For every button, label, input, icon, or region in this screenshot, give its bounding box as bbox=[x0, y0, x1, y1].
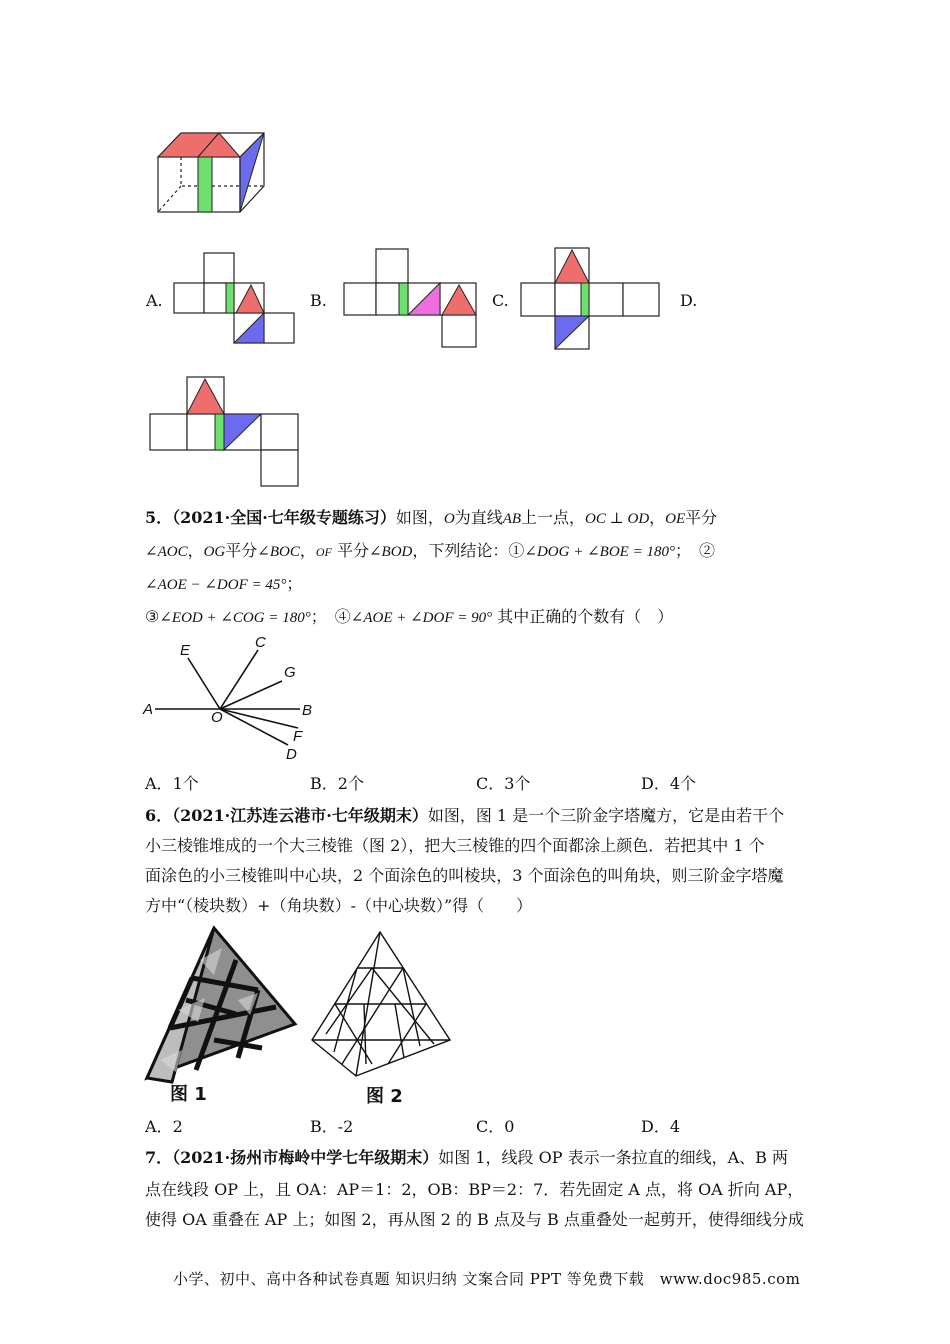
page-footer: 小学、初中、高中各种试卷真题 知识归纳 文案合同 PPT 等免费下载 www.doc985.com bbox=[173, 1270, 801, 1288]
option-label: D． bbox=[641, 1117, 670, 1136]
pyramid-drawing bbox=[312, 932, 450, 1076]
q5-text: ， bbox=[649, 508, 666, 527]
q6-line4: 方中“（棱块数）+（角块数）-（中心块数）”得（ ） bbox=[145, 896, 533, 915]
label-F: F bbox=[293, 728, 303, 745]
q7-line3: 使得 OA 重叠在 AP 上；如图 2，再从图 2 的 B 点及与 B 点重叠处一起剪开，使得细线分成 bbox=[145, 1210, 804, 1229]
q6-source: （2021·江苏连云港市·七年级期末） bbox=[172, 806, 428, 825]
q5-math: ∠AOE − ∠DOF = 45° bbox=[145, 577, 287, 593]
q7-source: （2021·扬州市梅岭中学七年级期末） bbox=[172, 1148, 439, 1167]
q5-text: ； ② bbox=[674, 541, 715, 560]
q5-math: O bbox=[443, 511, 455, 527]
q5-math: OC ⊥ OD bbox=[585, 511, 650, 527]
q6-number: 6． bbox=[145, 806, 173, 825]
q5-source: （2021·全国·七年级专题练习） bbox=[172, 508, 396, 527]
q5-text: ， bbox=[187, 541, 204, 560]
option-label: A． bbox=[145, 1117, 173, 1136]
q6-option-d bbox=[641, 1117, 680, 1137]
q5-text: ； bbox=[286, 574, 303, 593]
option-label: B． bbox=[310, 1117, 338, 1136]
q5-math: ∠DOG + ∠BOE = 180° bbox=[524, 544, 675, 560]
option-value: 1个 bbox=[172, 774, 199, 793]
option-value: 4 bbox=[669, 1117, 681, 1136]
q5-math: OE bbox=[665, 511, 686, 527]
q7-line2: 点在线段 OP 上，且 OA：AP＝1：2，OB：BP＝2：7．若先固定 A 点，将 OA 折向 AP， bbox=[145, 1180, 804, 1199]
q6-line2: 小三棱锥堆成的一个大三棱锥（图 2），把大三棱锥的四个面都涂上颜色．若把其中 1 个 bbox=[145, 836, 765, 855]
q5-number: 5． bbox=[145, 508, 173, 527]
option-value: 0 bbox=[504, 1117, 515, 1136]
q5-text: ； ④ bbox=[310, 607, 351, 626]
option-label: C． bbox=[476, 774, 505, 793]
fig2-caption: 图 2 bbox=[366, 1086, 403, 1107]
option-value: 2个 bbox=[337, 774, 364, 793]
option-value: 2 bbox=[172, 1117, 183, 1136]
q5-math: ∠AOC bbox=[145, 544, 188, 560]
q6-text: 如图，图 1 是一个三阶金字塔魔方，它是由若干个 bbox=[427, 806, 785, 825]
label-D: D bbox=[286, 746, 297, 763]
q5-math: OG bbox=[203, 544, 226, 560]
q4-option-d-label: D. bbox=[680, 291, 698, 310]
q5-text: ③ bbox=[145, 607, 160, 626]
q5-text: 平分 bbox=[225, 541, 258, 560]
option-label: C． bbox=[476, 1117, 505, 1136]
q5-math: ∠BOD bbox=[368, 544, 413, 560]
q5-text: 平分 bbox=[336, 541, 369, 560]
option-label: A． bbox=[145, 774, 173, 793]
label-C: C bbox=[255, 634, 266, 651]
option-value: 3个 bbox=[504, 774, 531, 793]
q5-text: ， bbox=[299, 541, 316, 560]
q5-text: 其中正确的个数有（ ） bbox=[497, 607, 674, 626]
q5-math: ∠EOD + ∠COG = 180° bbox=[159, 610, 311, 626]
pyramid-photo bbox=[147, 928, 295, 1082]
q6-option-b bbox=[310, 1117, 353, 1137]
label-E: E bbox=[180, 642, 191, 659]
q6-option-c bbox=[476, 1117, 514, 1137]
q7-line1 bbox=[145, 1148, 788, 1168]
q5-math: AB bbox=[502, 511, 522, 527]
q6-line3: 面涂色的小三棱锥叫中心块，2 个面涂色的叫棱块，3 个面涂色的叫角块，则三阶金字塔魔 bbox=[145, 866, 784, 885]
q4-option-a-label: A. bbox=[146, 291, 163, 310]
option-label: D． bbox=[641, 774, 670, 793]
option-value: -2 bbox=[337, 1117, 354, 1136]
q5-text: 为直线 bbox=[454, 508, 503, 527]
q5-text: 上一点， bbox=[521, 508, 586, 527]
q5-text: 如图， bbox=[395, 508, 444, 527]
label-A: A bbox=[143, 701, 154, 718]
q5-math: ∠AOE + ∠DOF = 90° bbox=[350, 610, 493, 626]
q5-text: ，下列结论：① bbox=[412, 541, 525, 560]
fig1-caption: 图 1 bbox=[170, 1084, 207, 1105]
q4-option-c-label: C. bbox=[492, 291, 509, 310]
option-label: B． bbox=[310, 774, 338, 793]
label-B: B bbox=[302, 702, 313, 719]
label-G: G bbox=[284, 664, 296, 681]
q6-option-a bbox=[145, 1117, 183, 1137]
option-value: 4个 bbox=[669, 774, 697, 793]
q5-text: 平分 bbox=[685, 508, 718, 527]
q5-math: ∠BOC bbox=[257, 544, 300, 560]
q4-option-b-label: B. bbox=[310, 291, 327, 310]
q7-text: 如图 1，线段 OP 表示一条拉直的细线，A、B 两 bbox=[438, 1148, 788, 1167]
label-O: O bbox=[211, 709, 223, 726]
q5-math: OF bbox=[315, 545, 332, 559]
q7-number: 7． bbox=[145, 1148, 173, 1167]
